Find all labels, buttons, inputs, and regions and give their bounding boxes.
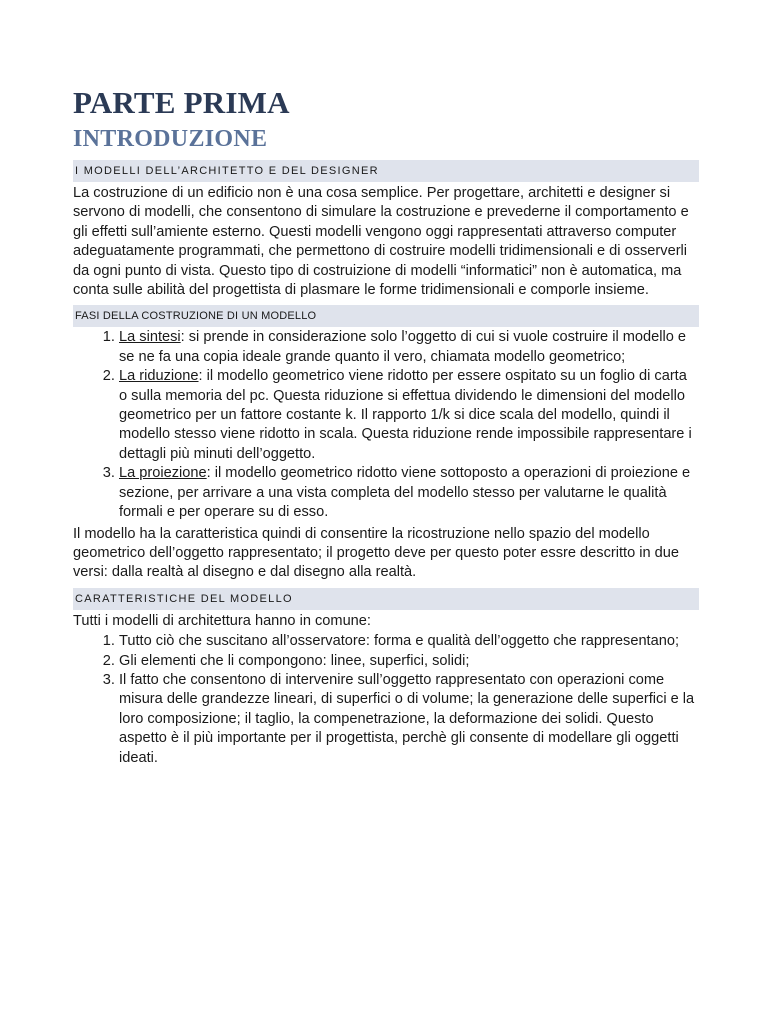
characteristics-list xyxy=(73,632,699,768)
phase-description: : il modello geometrico ridotto viene sottoposto a operazioni di proiezione e sezione, per arrivare a una vista completa del modello stesso per valutarne le qualità formali e per operare su di esso. xyxy=(119,465,691,521)
list-item: 2. Gli elementi che li compongono: linee, superfici, solidi; xyxy=(119,652,699,671)
phase-description: : il modello geometrico viene ridotto per essere ospitato su un foglio di carta o sulla memoria del pc. Questa riduzione si effettua dividendo le dimensioni del modello geometrico per un fattore costante k. Il rapporto 1/k si dice scala del modello, quindi il modello stesso viene ridotto in scala. Questa riduzione rende impossibile rappresentare i dettagli più minuti dell’oggetto. xyxy=(119,368,692,462)
section-paragraph-fasi: Il modello ha la caratteristica quindi di consentire la ricostruzione nello spazio del modello geometrico dell’oggetto rappresentato; il progetto deve per questo poter essre descritto in due versi: dalla realtà al disegno e dal disegno alla realtà. xyxy=(73,525,680,581)
phase-term: La sintesi xyxy=(119,329,181,346)
section-intro-caratteristiche: Tutti i modelli di architettura hanno in comune: xyxy=(73,612,371,629)
document-content xyxy=(73,84,699,768)
phase-term: La riduzione xyxy=(119,368,199,385)
list-item: 3. Il fatto che consentono di intervenire sull’oggetto rappresentato con operazioni come misura delle grandezze lineari, di superfici o di volume; la generazione delle superfici e la loro composizione; il taglio, la compenetrazione, la deformazione dei solidi. Questo aspetto è il più importante per il progettista, perchè gli consente di modellare gli oggetti ideati. xyxy=(119,671,699,768)
list-item xyxy=(119,464,699,522)
phases-list xyxy=(73,328,699,522)
section-paragraph-modelli: La costruzione di un edificio non è una cosa semplice. Per progettare, architetti e designer si servono di modelli, che consentono di simulare la costruzione e prevederne il comportamento e gli effetti sull’amiente esterno. Questi modelli vengono oggi rappresentati attraverso computer adeguatamente programmati, che permettono di costruire modelli tridimensionali e di osserverli da ogni punto di vista. Questo tipo di costruizione di modelli “informatici” non è automatica, ma conta sulle abilità del progettista di plasmare le forme tridimensionali e comporle insieme. xyxy=(73,185,689,299)
list-item xyxy=(119,328,699,367)
phase-term: La proiezione xyxy=(119,465,207,482)
list-item xyxy=(119,367,699,464)
section-header-caratteristiche: CARATTERISTICHE DEL MODELLO xyxy=(73,588,699,610)
list-item: 1. Tutto ciò che suscitano all’osservatore: forma e qualità dell’oggetto che rappresentano; xyxy=(119,632,699,651)
section-header-fasi: FASI DELLA COSTRUZIONE DI UN MODELLO xyxy=(73,305,699,327)
page-title: PARTE PRIMA xyxy=(73,85,290,120)
page-subtitle: INTRODUZIONE xyxy=(73,126,268,152)
section-header-modelli: I MODELLI DELL’ARCHITETTO E DEL DESIGNER xyxy=(73,160,699,182)
phase-description: : si prende in considerazione solo l’oggetto di cui si vuole costruire il modello e se ne fa una copia ideale grande quanto il vero, chiamata modello geometrico; xyxy=(119,329,687,365)
